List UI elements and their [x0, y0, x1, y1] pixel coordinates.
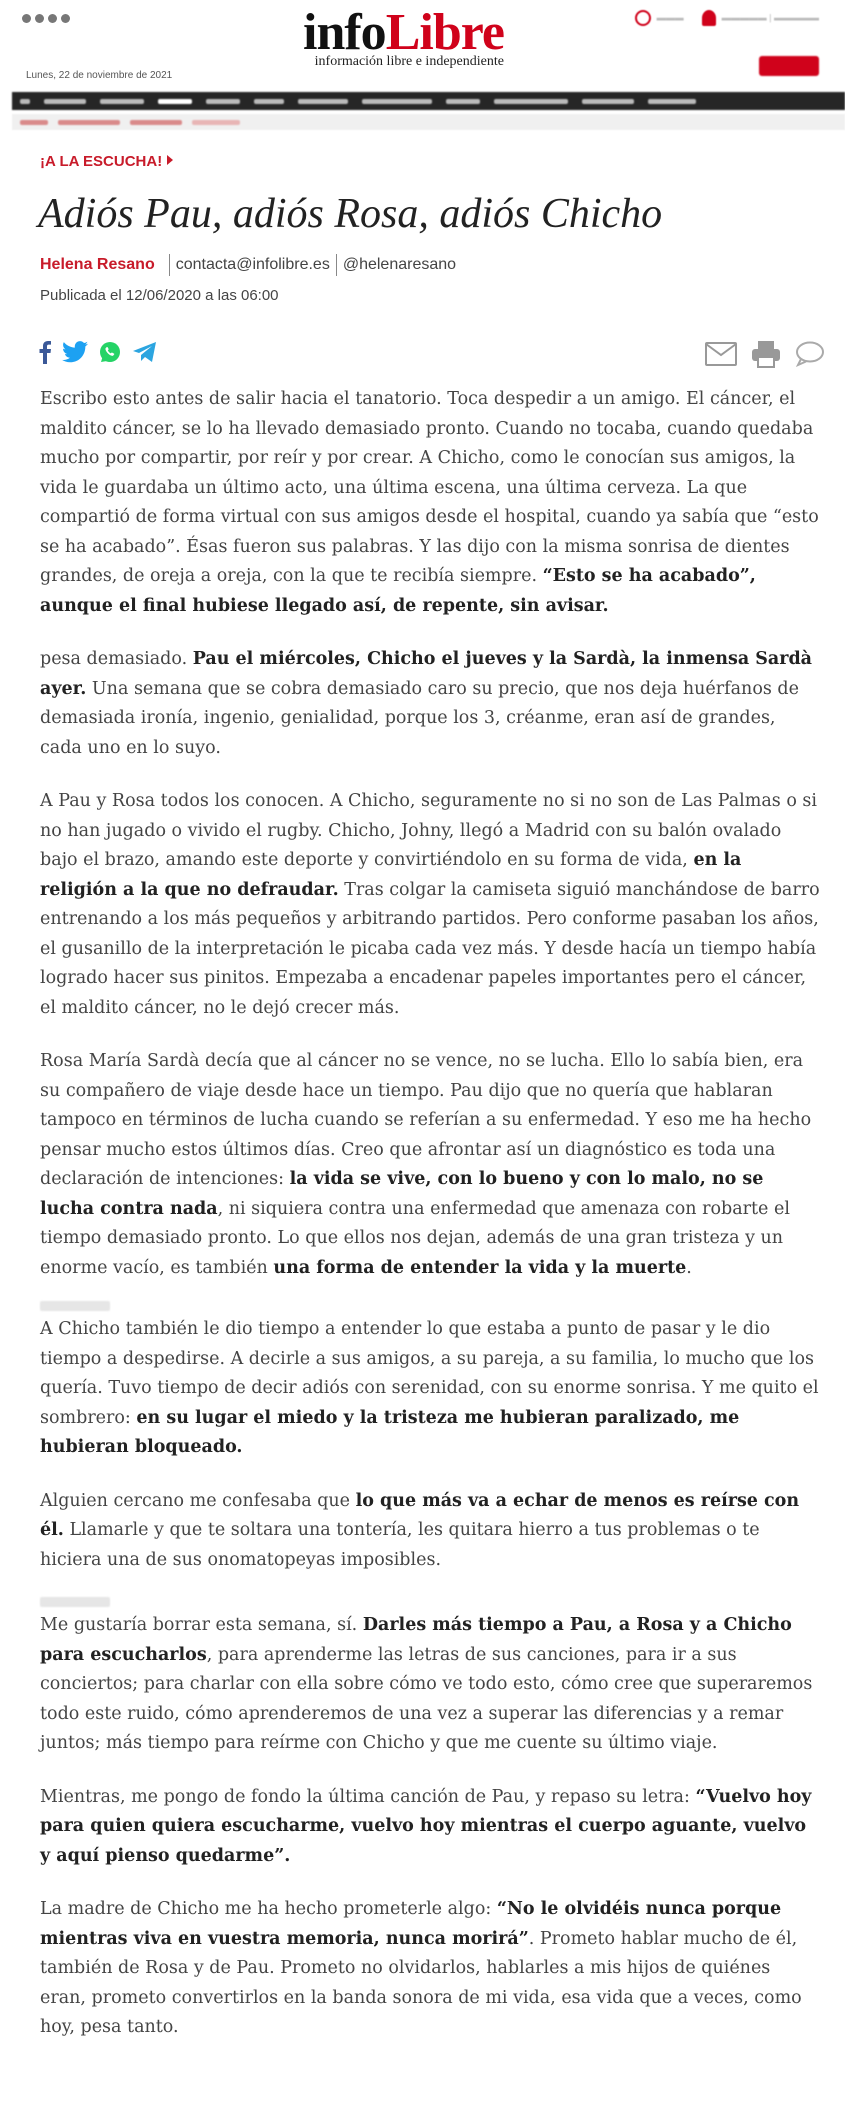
- paragraph-highlight: “Vuelvo hoy para quien quiera escucharme, vuelvo hoy mientras el cuerpo aguante, vuelvo y aquí pienso quedarme”.: [40, 1786, 812, 1866]
- nav-item[interactable]: [44, 99, 86, 104]
- divider: [336, 254, 337, 276]
- paragraph-text: pesa demasiado.: [40, 649, 193, 669]
- current-date: Lunes, 22 de noviembre de 2021: [26, 70, 173, 81]
- paragraph-highlight: “No le olvidéis nunca porque mientras viva en vuestra memoria, nunca morirá”: [40, 1899, 782, 1949]
- article-paragraph: [40, 1487, 820, 1576]
- nav-item-active[interactable]: [158, 99, 192, 104]
- paragraph-text: A Pau y Rosa todos los conocen. A Chicho, seguramente no si no son de Las Palmas o si no han jugado o vivido el rugby. Chicho, Johny, llegó a Madrid con su balón ovalado bajo el brazo, amando este deporte y convirtiéndolo en su forma de vida,: [40, 791, 818, 870]
- article-headline: Adiós Pau, adiós Rosa, adiós Chicho: [38, 191, 663, 237]
- article-paragraph: [40, 385, 820, 621]
- article-paragraph: [40, 1047, 820, 1283]
- paragraph-highlight: “Esto se ha acabado”, aunque el final hubiese llegado así, de repente, sin avisar.: [40, 566, 756, 616]
- paragraph-highlight: Darles más tiempo a Pau, a Rosa y a Chicho para escucharlos: [40, 1615, 792, 1665]
- article-body: [40, 385, 820, 2043]
- paragraph-text: . Prometo hablar mucho de él, también de Rosa y de Pau. Prometo no olvidarlos, hablarles a mis hijos de quiénes eran, prometo convertirlos en la banda sonora de mi vida, esa vida que a veces, como hoy, pesa tanto.: [40, 1928, 802, 2037]
- breadcrumb-item[interactable]: [20, 120, 48, 125]
- menu-icon[interactable]: [22, 14, 70, 23]
- breadcrumb-item[interactable]: [58, 120, 120, 125]
- nav-item[interactable]: [446, 99, 480, 104]
- print-icon[interactable]: [751, 340, 781, 368]
- article-paragraph: [40, 1611, 820, 1759]
- nav-item[interactable]: [494, 99, 568, 104]
- author-name[interactable]: Helena Resano: [40, 256, 155, 273]
- paragraph-highlight: Pau el miércoles, Chicho el jueves y la Sardà, la inmensa Sardà ayer.: [40, 649, 813, 699]
- email-icon[interactable]: [705, 342, 737, 366]
- site-tagline: información libre e independiente: [314, 54, 504, 69]
- paragraph-text: Llamarle y que te soltara una tontería, les quitara hierro a tus problemas o te hiciera una de sus onomatopeyas imposibles.: [40, 1520, 760, 1570]
- paragraph-text: Alguien cercano me confesaba que: [40, 1490, 356, 1511]
- account-link[interactable]: ▬▬▬▬▬ | ▬▬▬▬▬: [702, 10, 819, 26]
- search-link[interactable]: ▬▬▬: [635, 10, 684, 26]
- article-paragraph: [40, 1783, 820, 1872]
- share-bar: [38, 340, 158, 364]
- nav-home-icon[interactable]: [20, 99, 30, 104]
- paragraph-text: Escribo esto antes de salir hacia el tanatorio. Toca despedir a un amigo. El cáncer, el maldito cáncer, se lo ha llevado demasiado pronto. Cuando no tocaba, cuando quedaba mucho por compartir, por reír y por crear. A Chicho, como le conocían sus amigos, la vida le guardaba un último acto, una última escena, una última cerveza. La que compartió de forma virtual con sus amigos desde el hospital, cuando ya sabía que “esto se ha acabado”. Ésas fueron sus palabras. Y las dijo con la misma sonrisa de dientes grandes, de oreja a oreja, con la que te recibía siempre.: [40, 389, 819, 586]
- facebook-icon[interactable]: [38, 340, 52, 364]
- breadcrumb-item[interactable]: [130, 120, 182, 125]
- main-nav: [12, 92, 845, 110]
- publish-date: Publicada el 12/06/2020 a las 06:00: [40, 287, 279, 304]
- article-paragraph: [40, 1895, 820, 2043]
- paragraph-text: Tras colgar la camiseta siguió manchándose de barro entrenando a los más pequeños y arbitrando partidos. Pero conforme pasaban los años, el gusanillo de la interpretación le picaba cada vez más. Y desde hacía un tiempo había logrado hacer sus pinitos. Empezaba a encadenar papeles importantes pero el cáncer, el maldito cáncer, no le dejó crecer más.: [40, 879, 820, 1018]
- paragraph-text: La madre de Chicho me ha hecho prometerle algo:: [40, 1899, 497, 1919]
- byline: [40, 254, 456, 276]
- twitter-icon[interactable]: [62, 341, 88, 363]
- search-icon: [635, 10, 651, 26]
- paragraph-text: Una semana que se cobra demasiado caro su precio, que nos deja huérfanos de demasiada ironía, ingenio, genialidad, porque los 3, créanme, eran así de grandes, cada uno en lo suyo.: [40, 678, 799, 758]
- advertising-label: [40, 1597, 110, 1607]
- whatsapp-icon[interactable]: [98, 340, 122, 364]
- nav-item[interactable]: [582, 99, 634, 104]
- subscribe-button[interactable]: [759, 56, 819, 76]
- article-paragraph: [40, 645, 820, 763]
- article-paragraph: [40, 1315, 820, 1463]
- site-header: [0, 0, 845, 84]
- user-icon: [702, 10, 716, 26]
- comment-icon[interactable]: [795, 341, 825, 367]
- telegram-icon[interactable]: [132, 341, 158, 363]
- nav-item[interactable]: [206, 99, 240, 104]
- breadcrumb-item[interactable]: [192, 120, 240, 125]
- breadcrumb: [12, 114, 845, 130]
- paragraph-text: .: [686, 1257, 692, 1278]
- paragraph-highlight: en la religión a la que no defraudar.: [40, 850, 742, 900]
- section-kicker[interactable]: [40, 153, 173, 170]
- paragraph-text: , para aprenderme las letras de sus canciones, para ir a sus conciertos; para charlar con ella sobre cómo ve todo esto, cómo cree que superaremos todo este ruido, cómo aprenderemos de una vez a superar las diferencias y a remar juntos; más tiempo para reírme con Chicho y que me cuente su último viaje.: [40, 1644, 813, 1753]
- kicker-label: ¡A LA ESCUCHA!: [40, 153, 163, 170]
- nav-item[interactable]: [298, 99, 348, 104]
- divider: [169, 254, 170, 276]
- chevron-right-icon: [167, 155, 173, 165]
- nav-item[interactable]: [362, 99, 432, 104]
- paragraph-text: Me gustaría borrar esta semana, sí.: [40, 1615, 363, 1635]
- paragraph-highlight: la vida se vive, con lo bueno y con lo malo, no se lucha contra nada: [40, 1169, 764, 1219]
- article-tools: [705, 340, 825, 368]
- header-actions: [635, 10, 819, 26]
- article-paragraph: [40, 787, 820, 1023]
- advertising-label: [40, 1301, 110, 1311]
- paragraph-text: Rosa María Sardà decía que al cáncer no se vence, no se lucha. Ello lo sabía bien, era su compañero de viaje desde hace un tiempo. Pau dijo que no quería que hablaran tampoco en términos de lucha cuando se referían a su enfermedad. Y eso me ha hecho pensar mucho estos últimos días. Creo que afrontar así un diagnóstico es toda una declaración de intenciones:: [40, 1051, 812, 1189]
- author-twitter[interactable]: @helenaresano: [342, 256, 457, 273]
- logo-part-libre: Libre: [385, 4, 504, 61]
- paragraph-text: Mientras, me pongo de fondo la última canción de Pau, y repaso su letra:: [40, 1786, 696, 1807]
- logo-part-info: info: [303, 4, 386, 61]
- paragraph-text: A Chicho también le dio tiempo a entender lo que estaba a punto de pasar y le dio tiempo a despedirse. A decirle a sus amigos, a su pareja, a su familia, lo mucho que los quería. Tuvo tiempo de decir adiós con serenidad, con su enorme sonrisa. Y me quito el sombrero:: [40, 1319, 819, 1428]
- nav-item[interactable]: [254, 99, 284, 104]
- nav-item[interactable]: [648, 99, 696, 104]
- paragraph-highlight: en su lugar el miedo y la tristeza me hubieran paralizado, me hubieran bloqueado.: [40, 1407, 740, 1457]
- paragraph-highlight: una forma de entender la vida y la muerte: [273, 1257, 687, 1278]
- nav-item[interactable]: [100, 99, 144, 104]
- paragraph-text: , ni siquiera contra una enfermedad que amenaza con robarte el tiempo demasiado pronto. Lo que ellos nos dejan, además de una gran tristeza y un enorme vacío, es también: [40, 1198, 790, 1278]
- author-email[interactable]: contacta@infolibre.es: [175, 256, 330, 273]
- site-logo[interactable]: [303, 4, 504, 70]
- paragraph-highlight: lo que más va a echar de menos es reírse con él.: [40, 1490, 800, 1540]
